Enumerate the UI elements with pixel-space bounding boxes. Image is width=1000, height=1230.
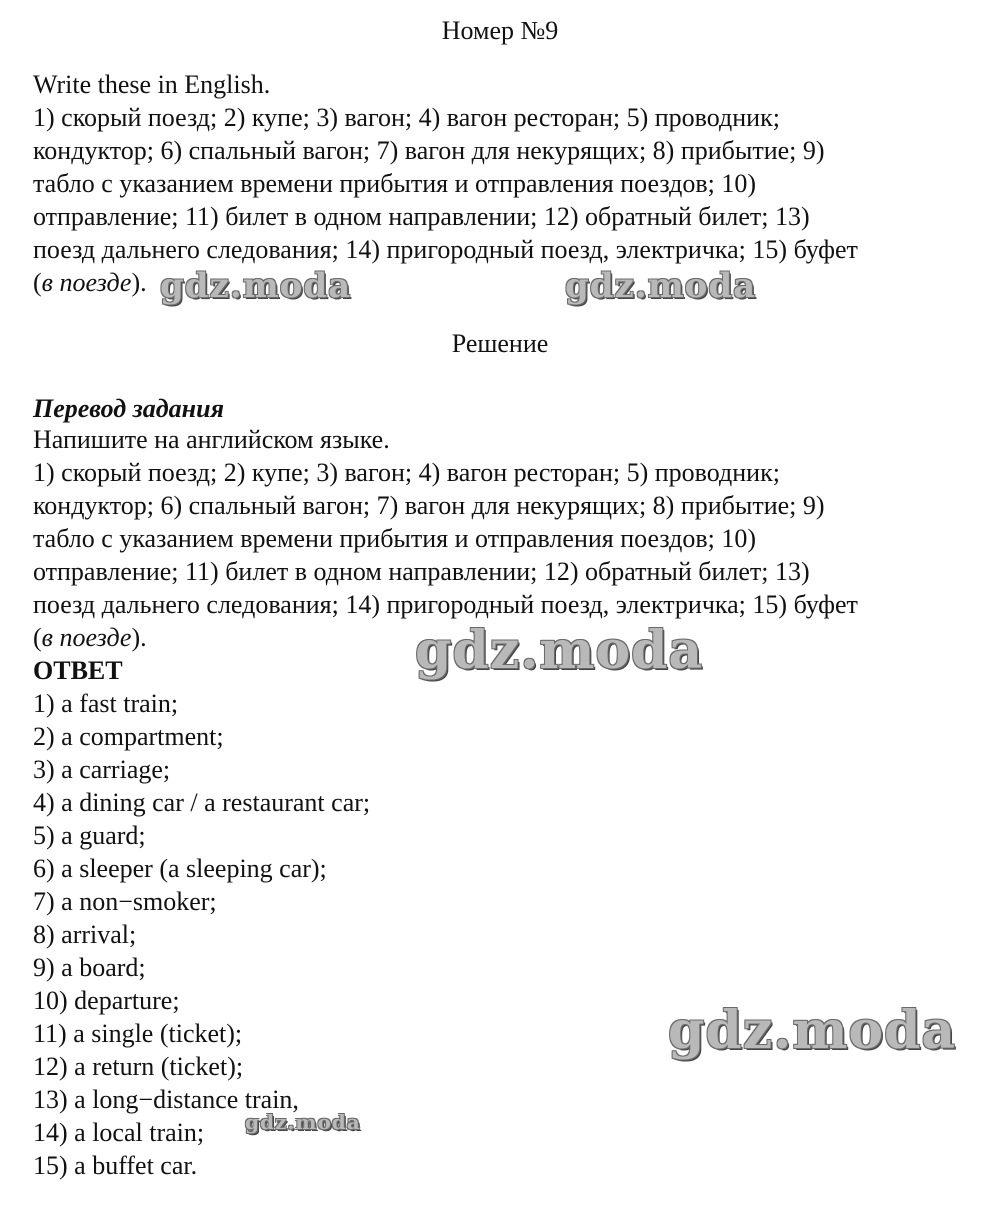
watermark: gdz.moda xyxy=(668,1000,957,1061)
task-line: табло с указанием времени прибытия и отправления поездов; 10) xyxy=(33,169,757,198)
translation-line: 1) скорый поезд; 2) купе; 3) вагон; 4) вагон ресторан; 5) проводник; xyxy=(33,458,780,487)
answer-item: 11) a single (ticket); xyxy=(33,1019,243,1048)
answer-item: 13) a long−distance train, xyxy=(33,1085,299,1114)
answer-heading: ОТВЕТ xyxy=(33,656,123,685)
translation-instruction: Напишите на английском языке. xyxy=(33,425,390,454)
task-line: кондуктор; 6) спальный вагон; 7) вагон для некурящих; 8) прибытие; 9) xyxy=(33,136,825,165)
task-instruction: Write these in English. xyxy=(33,70,271,99)
answer-item: 4) a dining car / a restaurant car; xyxy=(33,788,371,817)
paren-close: ). xyxy=(131,623,147,652)
answer-item: 12) a return (ticket); xyxy=(33,1052,244,1081)
answer-item: 9) a board; xyxy=(33,953,146,982)
paren-open: ( xyxy=(33,623,42,652)
paren-close: ). xyxy=(131,268,147,297)
answer-item: 14) a local train; xyxy=(33,1118,205,1147)
answer-item: 3) a carriage; xyxy=(33,755,171,784)
translation-line: поезд дальнего следования; 14) пригородный поезд, электричка; 15) буфет xyxy=(33,590,858,619)
italic-note: в поезде xyxy=(41,623,132,652)
answer-item: 6) a sleeper (a sleeping car); xyxy=(33,854,327,883)
translation-line-last xyxy=(33,621,147,654)
translation-line: табло с указанием времени прибытия и отправления поездов; 10) xyxy=(33,524,757,553)
answer-item: 7) a non−smoker; xyxy=(33,887,217,916)
answer-item: 2) a compartment; xyxy=(33,722,224,751)
watermark: gdz.moda xyxy=(160,266,352,306)
task-line: отправление; 11) билет в одном направлении; 12) обратный билет; 13) xyxy=(33,202,810,231)
task-line: 1) скорый поезд; 2) купе; 3) вагон; 4) вагон ресторан; 5) проводник; xyxy=(33,103,780,132)
paren-open: ( xyxy=(33,268,42,297)
answer-item: 5) a guard; xyxy=(33,821,146,850)
translation-heading: Перевод задания xyxy=(33,394,224,423)
translation-line: отправление; 11) билет в одном направлении; 12) обратный билет; 13) xyxy=(33,557,810,586)
watermark: gdz.moda xyxy=(415,620,704,681)
answer-item: 8) arrival; xyxy=(33,920,137,949)
task-line: поезд дальнего следования; 14) пригородный поезд, электричка; 15) буфет xyxy=(33,235,858,264)
answer-item: 10) departure; xyxy=(33,986,180,1015)
translation-line: кондуктор; 6) спальный вагон; 7) вагон для некурящих; 8) прибытие; 9) xyxy=(33,491,825,520)
task-line-last xyxy=(33,266,147,299)
page-title: Номер №9 xyxy=(441,16,559,45)
watermark: gdz.moda xyxy=(565,266,757,306)
italic-note: в поезде xyxy=(41,268,132,297)
answer-item: 1) a fast train; xyxy=(33,689,179,718)
answer-item: 15) a buffet car. xyxy=(33,1151,198,1180)
solution-heading: Решение xyxy=(451,329,549,358)
watermark: gdz.moda xyxy=(245,1110,361,1134)
